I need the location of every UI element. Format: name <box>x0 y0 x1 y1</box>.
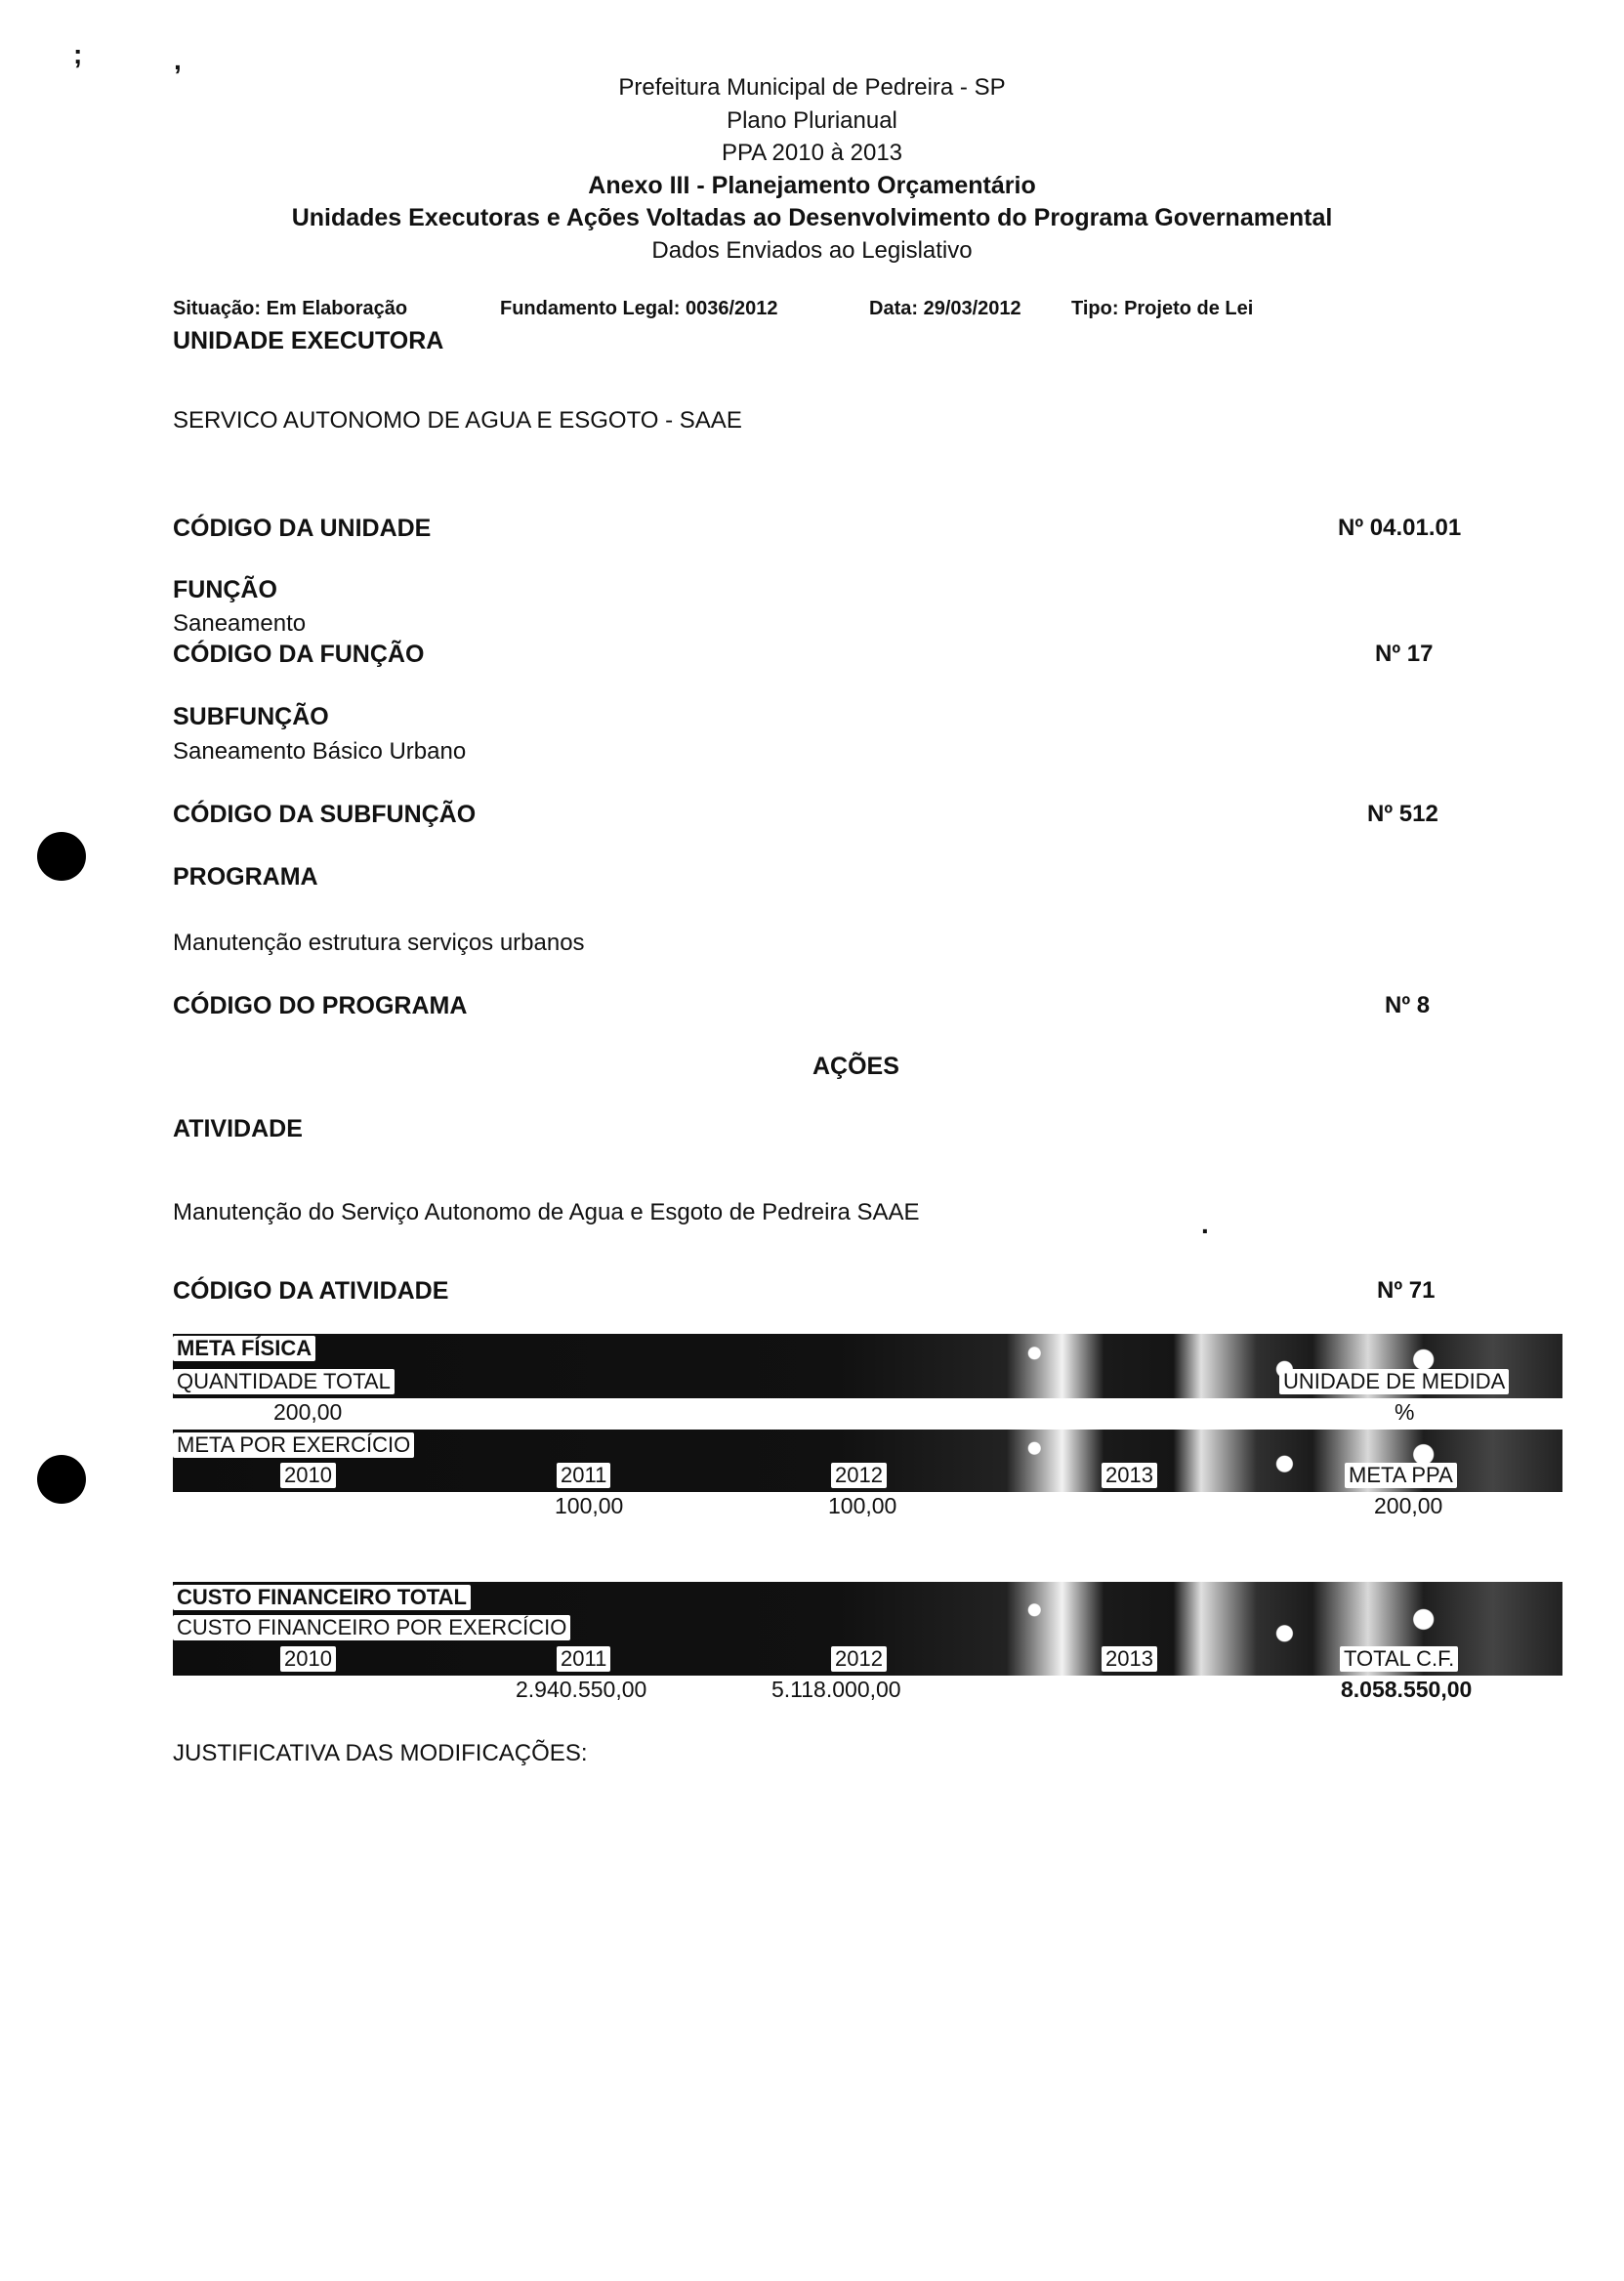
funcao-name: Saneamento <box>173 610 307 637</box>
acoes-title: AÇÕES <box>812 1053 899 1080</box>
custo-value-2011: 2.940.550,00 <box>516 1677 647 1702</box>
quantidade-total-value: 200,00 <box>273 1399 343 1425</box>
scan-mark: ; <box>73 39 83 69</box>
codigo-unidade-label: CÓDIGO DA UNIDADE <box>173 515 432 542</box>
scan-mark: . <box>1201 1209 1209 1239</box>
meta-exercicio-title: META POR EXERCÍCIO <box>173 1432 414 1458</box>
header-line-3: PPA 2010 à 2013 <box>721 140 903 166</box>
header-title: Anexo III - Planejamento Orçamentário <box>588 172 1036 199</box>
unidade-medida-label: UNIDADE DE MEDIDA <box>1279 1369 1509 1394</box>
meta-year-2011: 2011 <box>557 1463 610 1488</box>
justificativa-label: JUSTIFICATIVA DAS MODIFICAÇÕES: <box>173 1740 588 1766</box>
quantidade-total-label: QUANTIDADE TOTAL <box>173 1369 395 1394</box>
atividade-label: ATIVIDADE <box>173 1115 303 1142</box>
custo-year-2011: 2011 <box>557 1646 610 1672</box>
meta-ppa-value: 200,00 <box>1374 1493 1443 1518</box>
atividade-name: Manutenção do Serviço Autonomo de Agua e Esgoto de Pedreira SAAE <box>173 1199 920 1225</box>
unidade-medida-value: % <box>1395 1399 1415 1425</box>
status-fundamento: Fundamento Legal: 0036/2012 <box>500 298 778 319</box>
meta-year-2012: 2012 <box>831 1463 887 1488</box>
meta-value-2012: 100,00 <box>828 1493 897 1518</box>
codigo-atividade-value: Nº 71 <box>1377 1277 1436 1304</box>
punch-hole-icon <box>37 832 86 881</box>
custo-year-2012: 2012 <box>831 1646 887 1672</box>
scan-mark: , <box>174 45 182 75</box>
subfuncao-name: Saneamento Básico Urbano <box>173 738 467 765</box>
status-tipo: Tipo: Projeto de Lei <box>1071 298 1254 319</box>
status-situacao: Situação: Em Elaboração <box>173 298 408 319</box>
unidade-label: UNIDADE EXECUTORA <box>173 327 444 354</box>
header-line-1: Prefeitura Municipal de Pedreira - SP <box>618 74 1006 101</box>
custo-year-2013: 2013 <box>1102 1646 1157 1672</box>
programa-label: PROGRAMA <box>173 863 318 891</box>
custo-financeiro-band <box>173 1582 1562 1676</box>
header-subtitle: Unidades Executoras e Ações Voltadas ao Desenvolvimento do Programa Governamental <box>291 204 1333 231</box>
meta-ppa-label: META PPA <box>1345 1463 1457 1488</box>
custo-value-2012: 5.118.000,00 <box>771 1677 901 1702</box>
meta-fisica-band <box>173 1334 1562 1398</box>
unidade-name: SERVICO AUTONOMO DE AGUA E ESGOTO - SAAE <box>173 407 742 434</box>
funcao-label: FUNÇÃO <box>173 576 277 603</box>
custo-year-2010: 2010 <box>280 1646 336 1672</box>
codigo-programa-value: Nº 8 <box>1385 992 1431 1018</box>
meta-exercicio-band <box>173 1430 1562 1492</box>
custo-exercicio-subtitle: CUSTO FINANCEIRO POR EXERCÍCIO <box>173 1615 570 1640</box>
codigo-atividade-label: CÓDIGO DA ATIVIDADE <box>173 1277 449 1305</box>
meta-value-2011: 100,00 <box>555 1493 624 1518</box>
codigo-subfuncao-label: CÓDIGO DA SUBFUNÇÃO <box>173 801 477 828</box>
custo-total-title: CUSTO FINANCEIRO TOTAL <box>173 1585 471 1610</box>
header-line-2: Plano Plurianual <box>727 107 897 134</box>
codigo-funcao-label: CÓDIGO DA FUNÇÃO <box>173 641 425 668</box>
meta-year-2010: 2010 <box>280 1463 336 1488</box>
meta-year-2013: 2013 <box>1102 1463 1157 1488</box>
codigo-subfuncao-value: Nº 512 <box>1367 801 1438 827</box>
meta-fisica-title: META FÍSICA <box>173 1336 315 1361</box>
subfuncao-label: SUBFUNÇÃO <box>173 703 329 730</box>
programa-name: Manutenção estrutura serviços urbanos <box>173 930 585 956</box>
total-cf-value: 8.058.550,00 <box>1341 1677 1473 1702</box>
codigo-unidade-value: Nº 04.01.01 <box>1338 515 1462 541</box>
header-line-6: Dados Enviados ao Legislativo <box>651 237 973 264</box>
codigo-funcao-value: Nº 17 <box>1375 641 1434 667</box>
punch-hole-icon <box>37 1455 86 1504</box>
codigo-programa-label: CÓDIGO DO PROGRAMA <box>173 992 468 1019</box>
status-data: Data: 29/03/2012 <box>869 298 1021 319</box>
total-cf-label: TOTAL C.F. <box>1340 1646 1458 1672</box>
